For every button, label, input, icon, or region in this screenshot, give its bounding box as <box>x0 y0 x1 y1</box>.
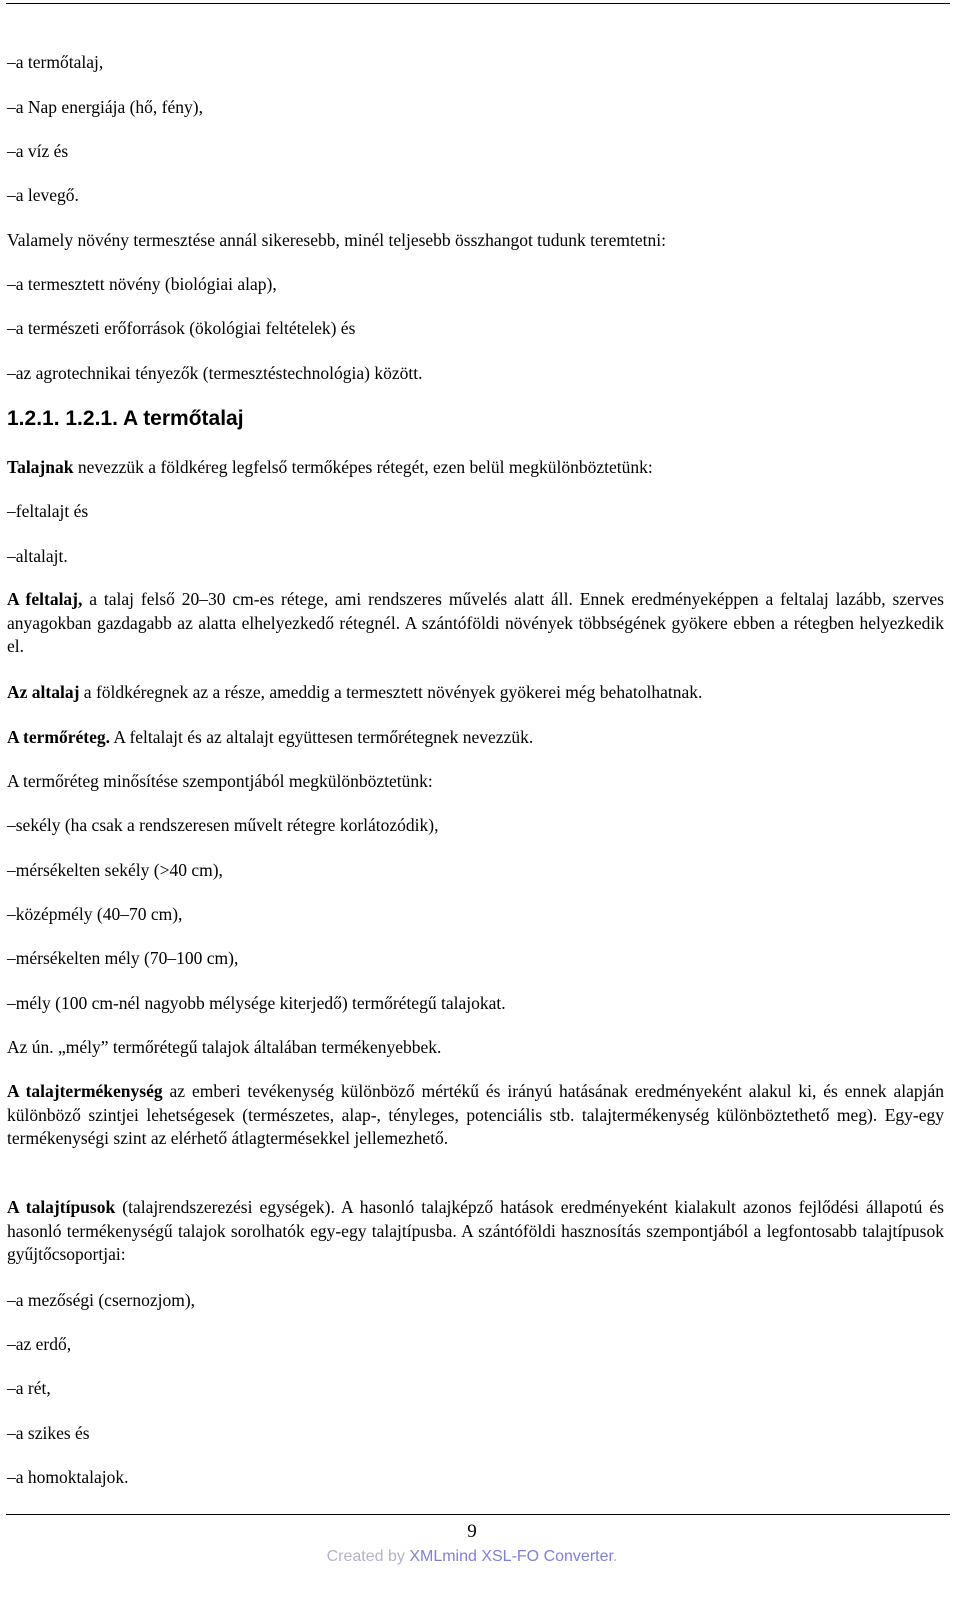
paragraph: A termőréteg. A feltalajt és az altalajt együttesen termőrétegnek nevezzük. <box>7 727 534 747</box>
list-item: –a mezőségi (csernozjom), <box>7 1290 196 1310</box>
list-item: –a természeti erőforrások (ökológiai feltételek) és <box>7 318 356 338</box>
page-number: 9 <box>467 1521 477 1542</box>
section-heading: 1.2.1. 1.2.1. A termőtalaj <box>7 407 244 430</box>
footer-credit: Created by XMLmind XSL-FO Converter. <box>326 1548 618 1565</box>
list-item: –a víz és <box>7 141 69 161</box>
list-item: –a Nap energiája (hő, fény), <box>7 97 203 117</box>
list-item: –a termesztett növény (biológiai alap), <box>7 274 277 294</box>
list-item: –az agrotechnikai tényezők (termesztéstechnológia) között. <box>7 363 423 383</box>
term: A talajtípusok <box>7 1197 116 1217</box>
list-item: –altalajt. <box>7 546 68 566</box>
list-item: –feltalajt és <box>7 501 89 521</box>
top-rule <box>6 3 950 4</box>
list-item: –középmély (40–70 cm), <box>7 904 183 924</box>
list-item: –az erdő, <box>7 1334 72 1354</box>
paragraph: Az ún. „mély” termőrétegű talajok általában termékenyebbek. <box>7 1037 442 1057</box>
paragraph: Valamely növény termesztése annál sikeresebb, minél teljesebb összhangot tudunk teremtetni: <box>7 230 666 250</box>
converter-brand: XMLmind XSL-FO Converter <box>409 1548 613 1565</box>
term: A termőréteg. <box>7 727 110 747</box>
paragraph: A talajtermékenység az emberi tevékenység különböző mértékű és irányú hatásának eredményeként alakul ki, és ennek alapján különböző szintjei lehetségesek (természetes, alap-, tényleges, potenciális stb. talajtermékenység különböztethető meg). Egy-egy termékenységi szint az elérhető átlagtermésekkel jellemezhető. <box>7 1081 944 1148</box>
list-item: –sekély (ha csak a rendszeresen művelt rétegre korlátozódik), <box>7 815 439 835</box>
list-item: –a homoktalajok. <box>7 1467 129 1487</box>
term: Az altalaj <box>7 682 80 702</box>
term: A feltalaj, <box>7 589 83 609</box>
list-item: –mérsékelten sekély (>40 cm), <box>7 860 223 880</box>
footer-rule <box>6 1514 950 1515</box>
paragraph: A talajtípusok (talajrendszerezési egységek). A hasonló talajképző hatások eredményeként kialakult azonos fejlődési állapotú és hasonló termékenységű talajok sorolhatók egy-egy talajtípusba. A szántóföldi hasznosítás szempontjából a legfontosabb talajtípusok gyűjtőcsoportjai: <box>7 1197 944 1264</box>
term: Talajnak <box>7 457 74 477</box>
list-item: –a szikes és <box>7 1423 90 1443</box>
list-item: –a rét, <box>7 1378 51 1398</box>
list-item: –mély (100 cm-nél nagyobb mélysége kiterjedő) termőrétegű talajokat. <box>7 993 506 1013</box>
paragraph: Az altalaj a földkéregnek az a része, ameddig a termesztett növények gyökerei még behatolhatnak. <box>7 682 703 702</box>
paragraph: A feltalaj, a talaj felső 20–30 cm-es rétege, ami rendszeres művelés alatt áll. Ennek eredményeképpen a feltalaj lazább, szerves anyagokban gazdagabb az alatta elhelyezkedő rétegnél. A szántóföldi növények többségének gyökere ebben a rétegben helyezkedik el. <box>7 589 944 656</box>
term: A talajtermékenység <box>7 1081 163 1101</box>
paragraph: Talajnak nevezzük a földkéreg legfelső termőképes rétegét, ezen belül megkülönböztetünk: <box>7 457 653 477</box>
list-item: –a termőtalaj, <box>7 52 104 72</box>
paragraph: A termőréteg minősítése szempontjából megkülönböztetünk: <box>7 771 433 791</box>
list-item: –mérsékelten mély (70–100 cm), <box>7 948 239 968</box>
list-item: –a levegő. <box>7 185 79 205</box>
